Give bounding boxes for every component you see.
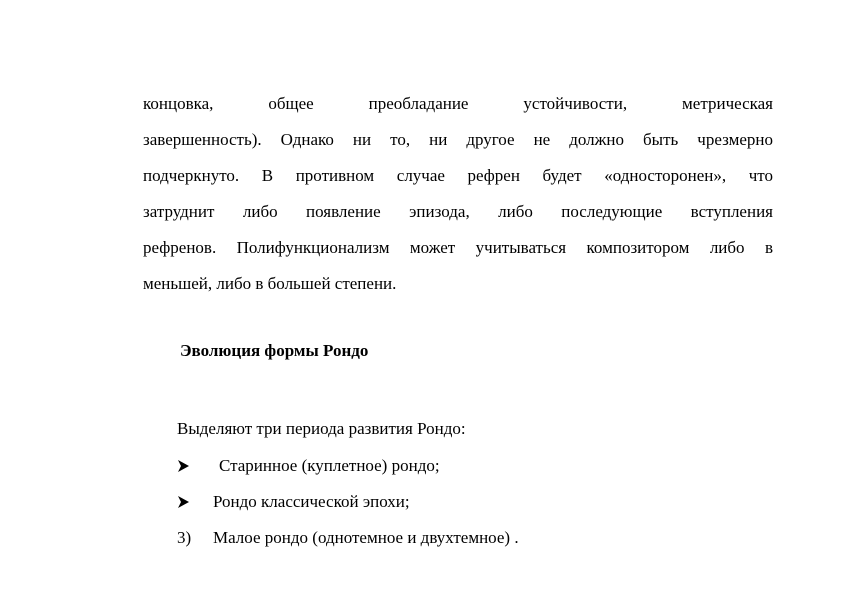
paragraph-line: меньшей, либо в большей степени. bbox=[143, 274, 397, 293]
paragraph-line: концовка, общее преобладание устойчивости, метрическая bbox=[143, 94, 773, 113]
section-heading: Эволюция формы Рондо bbox=[180, 341, 369, 360]
list-item bbox=[177, 455, 519, 491]
list-item bbox=[177, 491, 519, 527]
paragraph-line: затруднит либо появление эпизода, либо последующие вступления bbox=[143, 202, 773, 221]
paragraph-line: подчеркнуто. В противном случае рефрен будет «односторонен», что bbox=[143, 166, 773, 185]
list-item bbox=[177, 527, 519, 563]
body-paragraph bbox=[143, 86, 773, 302]
arrow-bullet-icon bbox=[177, 455, 213, 477]
list-number: 3) bbox=[177, 528, 192, 547]
arrow-bullet-icon bbox=[177, 491, 213, 513]
list-item-text: Малое рондо (однотемное и двухтемное) . bbox=[213, 528, 519, 547]
paragraph-line: рефренов. Полифункционализм может учитываться композитором либо в bbox=[143, 238, 773, 257]
list-item-text: Рондо классической эпохи; bbox=[213, 492, 410, 511]
paragraph-line: завершенность). Однако ни то, ни другое не должно быть чрезмерно bbox=[143, 130, 773, 149]
section-intro: Выделяют три периода развития Рондо: bbox=[177, 419, 466, 438]
period-list bbox=[177, 455, 519, 563]
list-item-text: Старинное (куплетное) рондо; bbox=[219, 456, 440, 475]
